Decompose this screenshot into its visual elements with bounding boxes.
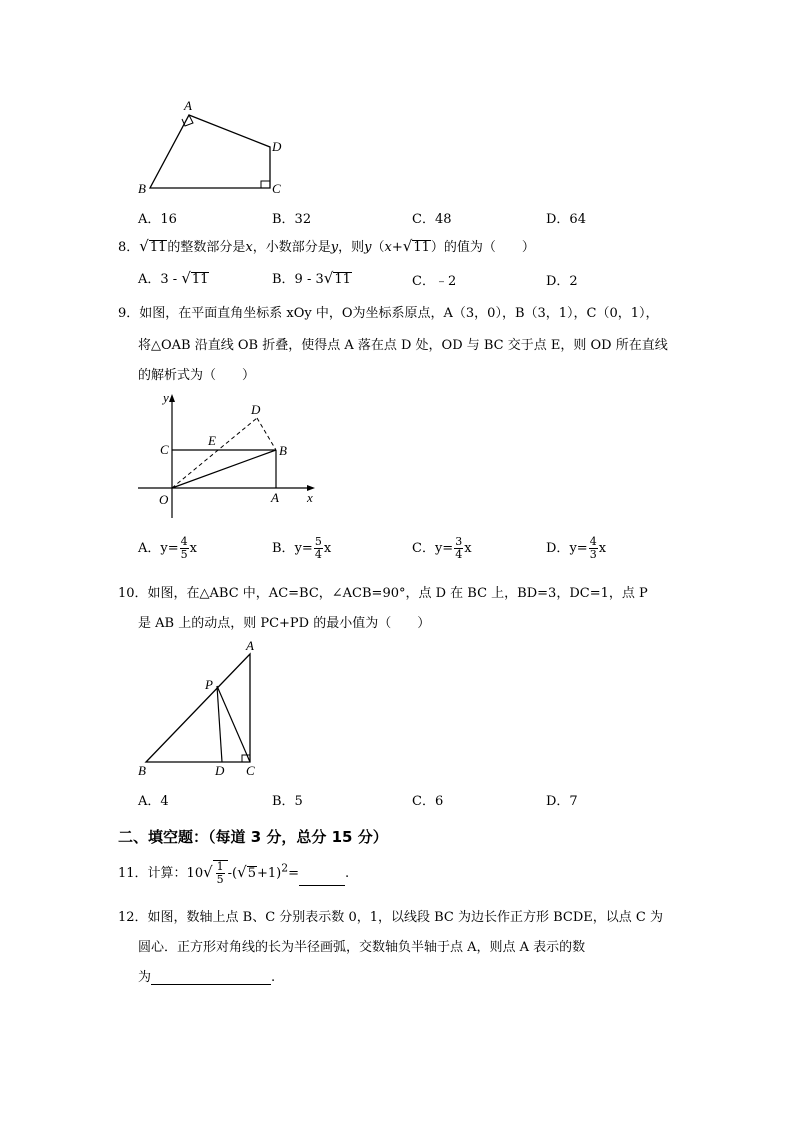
fig9-label-d: D (251, 402, 261, 417)
q9-option-b-label: B． (272, 541, 295, 556)
q10-option-a: A．4 (138, 794, 169, 809)
figure-q7-quadrilateral (130, 95, 300, 200)
q7-option-b: B．32 (272, 212, 312, 227)
q9-option-a-label: A． (138, 541, 161, 556)
fig10-label-b: B (138, 763, 146, 778)
q7-option-a: A．16 (138, 212, 177, 227)
q8-option-a: A．3 - √11 (138, 269, 209, 287)
q11-end: . (345, 866, 350, 881)
q9-option-a-numerator: 4 (180, 535, 188, 548)
fig9-label-x: x (307, 490, 313, 505)
q10-line-1: 10．如图，在△ABC 中，AC=BC，∠ACB=90°，点 D 在 BC 上，BD=3，DC=1，点 P (118, 586, 648, 601)
q8-option-a-text: A．3 - (138, 272, 182, 287)
q10-option-d: D．7 (546, 794, 578, 809)
fig9-label-a: A (271, 490, 279, 505)
q10-option-b: B．5 (272, 794, 303, 809)
q11-post: +1) (256, 866, 282, 881)
q9-option-a-pre: y= (160, 541, 179, 556)
q9-option-b (272, 536, 331, 561)
q10-line-2: 是 AB 上的动点，则 PC+PD 的最小值为（ ） (138, 616, 431, 631)
q8-text-3: ，则 (338, 240, 365, 255)
q9-option-d-numerator: 4 (589, 535, 597, 548)
q8-text-1: 的整数部分是 (167, 240, 246, 255)
q9-option-d-pre: y= (569, 541, 588, 556)
fig10-label-c: C (246, 763, 255, 778)
q9-option-c-numerator: 3 (455, 535, 463, 548)
q9-option-a (138, 536, 197, 561)
q8-radicand: 11 (149, 240, 167, 255)
q8-text-5: + (391, 240, 403, 255)
figure-q9-coordinate (130, 388, 330, 528)
q8-text-6: ）的值为（ ） (430, 240, 535, 255)
q11-mid: -( (227, 866, 238, 881)
q12-line-1: 12．如图，数轴上点 B、C 分别表示数 0，1，以线段 BC 为边长作正方形 BCDE，以点 C 为 (118, 910, 663, 925)
q8-option-d: D．2 (546, 274, 578, 289)
section-fill-in-title: 二、填空题：（每道 3 分，总分 15 分） (118, 828, 388, 846)
q10-option-c: C．6 (412, 794, 444, 809)
q9-option-d-label: D． (546, 541, 570, 556)
q8-radicand-2: 11 (413, 240, 430, 255)
q7-option-c: C．48 (412, 212, 452, 227)
fig9-label-c: C (160, 442, 169, 457)
q9-line-1: 9．如图，在平面直角坐标系 xOy 中，O为坐标系原点，A（3，0），B（3，1），C（0，1）， (118, 306, 659, 321)
figure-q10-triangle (130, 636, 270, 781)
fig9-label-o: O (159, 492, 169, 507)
q9-option-b-fraction (314, 536, 323, 561)
q9-option-a-denominator: 5 (180, 548, 188, 561)
fig7-label-b: B (138, 181, 146, 196)
q12-line-2: 圆心．正方形对角线的长为半径画弧，交数轴负半轴于点 A，则点 A 表示的数 (138, 940, 586, 955)
q7-option-d: D．64 (546, 212, 586, 227)
q9-option-c-fraction (454, 536, 463, 561)
q9-option-b-denominator: 4 (314, 548, 322, 561)
q11-fraction (216, 861, 225, 886)
fig9-label-b: B (279, 443, 287, 458)
q11-stem: 11．计算：10√ $\frac{1}{5}$ $-(√5+1)^2=$ . (118, 860, 350, 886)
q12-line-3 (138, 966, 275, 985)
fig9-label-e: E (208, 433, 216, 448)
q8-stem: 8．√11的整数部分是x，小数部分是y，则y（x+√11）的值为（ ） (118, 237, 535, 255)
q9-option-c-pre: y= (434, 541, 454, 556)
fig10-label-p: P (205, 677, 213, 692)
q11-coefficient: 10 (186, 866, 204, 881)
q9-line-2: 将△OAB 沿直线 OB 折叠，使得点 A 落在点 D 处，OD 与 BC 交于点 E，则 OD 所在直线 (138, 338, 668, 353)
fig9-label-y: y (163, 390, 169, 405)
q8-number: 8． (118, 240, 140, 255)
q11-fraction-num: 1 (216, 860, 224, 873)
q11-exponent: 2 (281, 861, 289, 875)
q12-answer-blank[interactable] (151, 970, 271, 985)
q8-var-y2: y (364, 240, 372, 255)
q9-option-d-post: x (598, 541, 607, 556)
q9-option-d-fraction (589, 536, 598, 561)
fig10-label-a: A (246, 638, 254, 653)
q8-text-4: （ (371, 240, 385, 255)
q8-option-b: B．9 - 3√11 (272, 269, 351, 287)
q9-option-d-denominator: 3 (589, 548, 597, 561)
q9-option-d (546, 536, 606, 561)
q9-option-c-denominator: 4 (455, 548, 463, 561)
fig7-label-c: C (272, 181, 281, 196)
q11-fraction-den: 5 (216, 873, 224, 886)
q9-option-c (412, 536, 472, 561)
q8-text-2: ，小数部分是 (252, 240, 331, 255)
fig7-label-a: A (184, 98, 192, 113)
q11-equals: = (288, 866, 300, 881)
q8-option-c: C．﹣2 (412, 274, 457, 289)
q9-option-b-numerator: 5 (314, 535, 322, 548)
q8-var-y: y (330, 240, 339, 255)
q8-var-x: x (245, 240, 253, 255)
q9-option-c-post: x (464, 541, 472, 556)
q8-option-b-radicand: 11 (334, 272, 351, 287)
q8-option-b-text: B．9 - 3 (272, 272, 324, 287)
q9-option-a-fraction (180, 536, 189, 561)
fig10-label-d: D (215, 763, 225, 778)
q8-option-a-radicand: 11 (191, 272, 209, 287)
q11-prefix: 11．计算： (118, 866, 187, 881)
q9-option-b-pre: y= (294, 541, 313, 556)
q9-line-3: 的解析式为（ ） (138, 368, 256, 383)
q9-option-c-label: C． (412, 541, 435, 556)
q9-option-b-post: x (323, 541, 332, 556)
fig7-label-d: D (272, 139, 282, 154)
q11-radicand: 5 (247, 866, 256, 881)
q11-answer-blank[interactable] (299, 873, 345, 886)
q12-line-3-end: . (271, 970, 276, 985)
q8-var-x2: x (384, 240, 392, 255)
q12-line-3-prefix: 为 (138, 970, 152, 985)
q9-option-a-post: x (189, 541, 197, 556)
